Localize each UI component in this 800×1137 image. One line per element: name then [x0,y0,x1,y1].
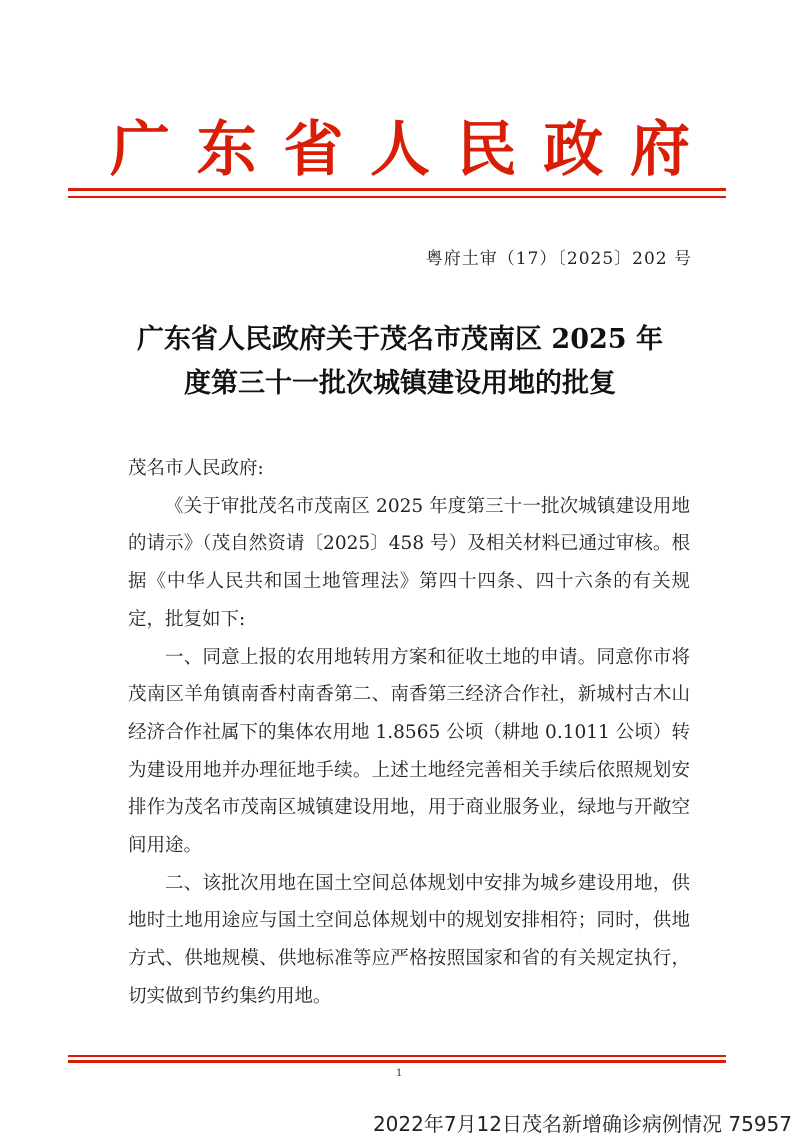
issuer-char: 民 [456,115,517,185]
footer-divider-thick [68,1060,726,1063]
salutation: 茂名市人民政府: [128,458,264,479]
issuer-char: 东 [196,115,257,185]
body-paragraph: 《关于审批茂名市茂南区 2025 年度第三十一批次城镇建设用地的请示》（茂自然资请〔2025〕458 号）及相关材料已通过审核。根据《中华人民共和国土地管理法》第四十四条、四十六条的有关规定，批复如下: [128,495,690,630]
issuer-char: 人 [369,115,430,185]
document-title-line: 度第三十一批次城镇建设用地的批复 [184,368,616,399]
document-title-line: 广东省人民政府关于茂名市茂南区 2025 年 [137,324,663,355]
image-caption: 2022年7月12日茂名新增确诊病例情况 75957 [372,1112,792,1136]
document-number: 粤府土审（17）〔2025〕202 号 [425,249,692,269]
issuer-char: 省 [283,115,344,185]
body-paragraph: 一、同意上报的农用地转用方案和征收土地的申请。同意你市将茂南区羊角镇南香村南香第二、南香第三经济合作社，新城村古木山经济合作社属下的集体农用地 1.8565 公顷（耕地 0.1011 公顷）转为建设用地并办理征地手续。上述土地经完善相关手续后依照规划安排作为茂名市茂南区城镇建设用地，用于商业服务业，绿地与开敞空间用途。 [128,646,690,857]
issuer-header [60,110,740,185]
header-divider-thin [68,196,726,198]
issuer-char: 广 [110,115,170,185]
footer-divider-thin [68,1055,726,1057]
issuer-char: 政 [543,115,604,185]
header-divider-thick [68,188,726,191]
body-paragraph: 二、该批次用地在国土空间总体规划中安排为城乡建设用地，供地时土地用途应与国土空间总体规划中的规划安排相符；同时，供地方式、供地规模、供地标准等应严格按照国家和省的有关规定执行，切实做到节约集约用地。 [128,872,690,1007]
document-title [100,318,700,406]
document-body [128,450,690,1016]
issuer-char: 府 [629,115,690,185]
page-number: 1 [396,1068,403,1079]
